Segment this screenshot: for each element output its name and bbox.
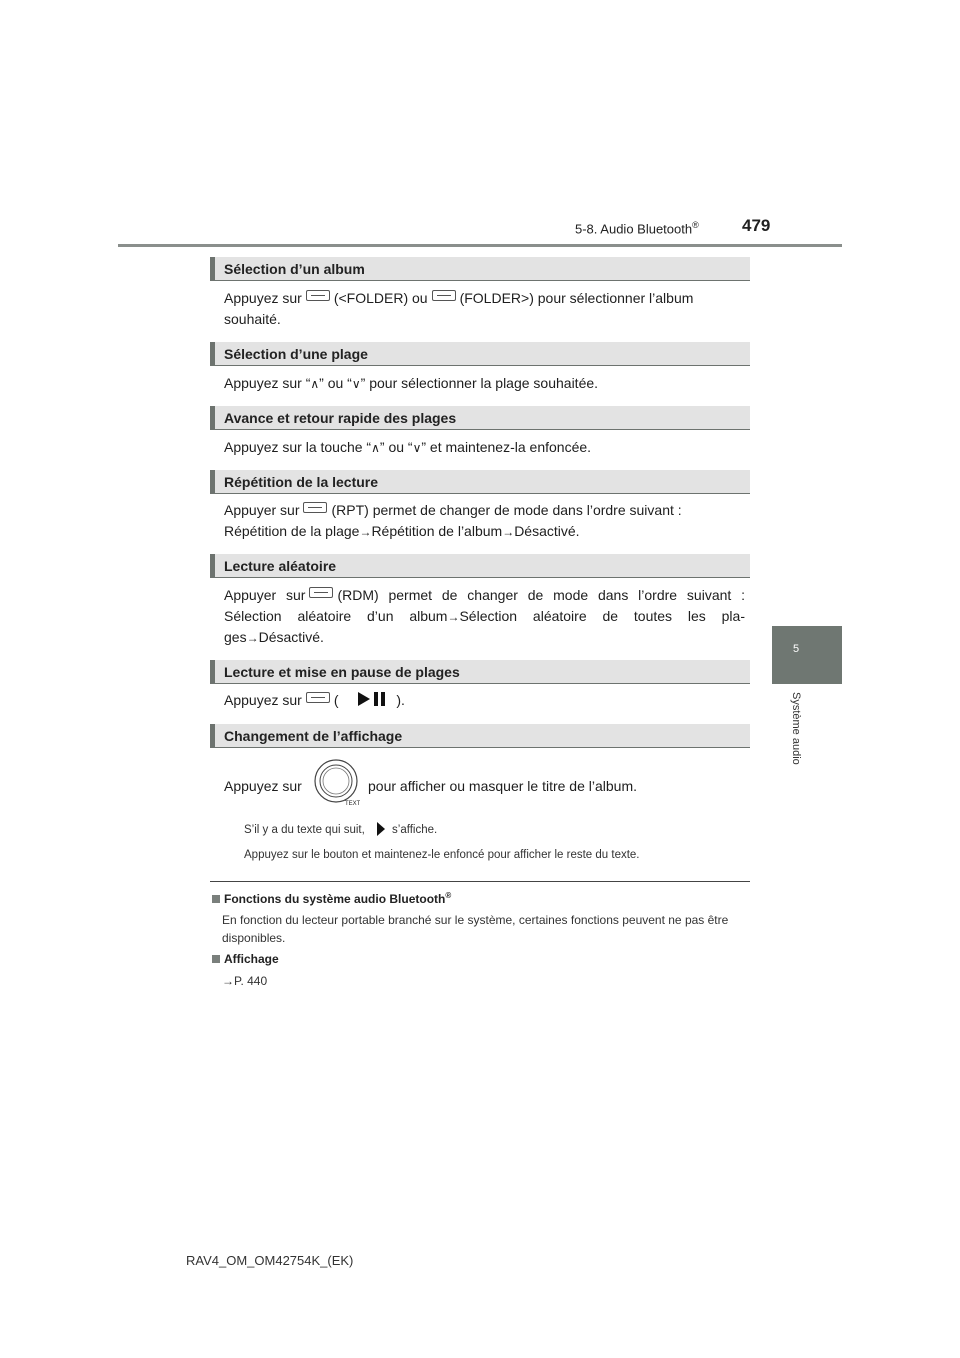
up-arrow-icon: ∧: [371, 441, 380, 455]
arrow-right-icon: →: [502, 525, 515, 539]
random-instruction-line3: ges→Désactivé.: [224, 629, 324, 645]
note-functions-text: En fonction du lecteur portable branché sur le système, certaines fonctions peuvent ne pas être disponibles.: [222, 913, 729, 945]
knob-label: TEXT: [345, 801, 360, 807]
heading-track-selection: Sélection d’une plage: [210, 342, 750, 366]
arrow-indicator-icon: [374, 821, 388, 837]
text-knob-icon: [312, 757, 360, 807]
button-icon: [306, 692, 330, 703]
repeat-instruction: Appuyer sur (RPT) permet de changer de mode dans l’ordre suivant : Répétition de la plage→Répétition de l’album→Désactivé.: [224, 502, 682, 539]
down-arrow-icon: ∨: [351, 377, 361, 391]
button-icon: [303, 502, 327, 513]
registered-mark: ®: [692, 220, 699, 230]
random-instruction-line1: Appuyer sur (RDM) permet de changer de mode dans l’ordre suivant :: [224, 587, 745, 603]
section-title: 5-8. Audio Bluetooth®: [575, 220, 699, 237]
up-arrow-icon: ∧: [310, 377, 320, 391]
heading-album-selection: Sélection d’un album: [210, 257, 750, 281]
button-icon: [432, 290, 456, 301]
display-instruction-start: Appuyez sur: [224, 778, 302, 794]
down-arrow-icon: ∨: [412, 441, 422, 455]
button-icon: [309, 587, 333, 598]
album-instruction: Appuyez sur (<FOLDER) ou (FOLDER>) pour sélectionner l’album souhaité.: [224, 290, 694, 327]
arrow-right-icon: →: [447, 610, 460, 624]
display-note-2: Appuyez sur le bouton et maintenez-le enfoncé pour afficher le reste du texte.: [244, 849, 640, 861]
square-bullet-icon: [212, 895, 220, 903]
display-note-1: S’il y a du texte qui suit, s’affiche.: [244, 821, 437, 837]
button-icon: [306, 290, 330, 301]
random-instruction-line2: Sélection aléatoire d’un album→Sélection aléatoire de toutes les pla-: [224, 608, 745, 624]
play-pause-icon: [356, 690, 390, 708]
arrow-right-icon: →: [359, 525, 372, 539]
header-rule: [118, 244, 842, 247]
page-number: 479: [742, 216, 771, 235]
display-instruction-end: pour afficher ou masquer le titre de l’album.: [368, 778, 637, 794]
chapter-label: Système audio: [790, 692, 802, 765]
document-code: RAV4_OM_OM42754K_(EK): [186, 1253, 354, 1268]
heading-display-change: Changement de l’affichage: [210, 724, 750, 748]
square-bullet-icon: [212, 955, 220, 963]
heading-fast-forward-rewind: Avance et retour rapide des plages: [210, 406, 750, 430]
playpause-instruction: Appuyez sur ( ).: [224, 692, 405, 708]
chapter-tab: [772, 626, 842, 684]
heading-repeat: Répétition de la lecture: [210, 470, 750, 494]
track-instruction: Appuyez sur “∧” ou “∨” pour sélectionner la plage souhaitée.: [224, 375, 599, 391]
arrow-right-icon: →: [246, 631, 259, 645]
ffrew-instruction: Appuyez sur la touche “∧” ou “∨” et maintenez-la enfoncée.: [224, 439, 592, 455]
note-display-ref[interactable]: →P. 440: [222, 974, 268, 988]
heading-random: Lecture aléatoire: [210, 554, 750, 578]
note-display-title: Affichage: [212, 952, 279, 966]
arrow-right-icon: →: [222, 974, 234, 988]
heading-play-pause: Lecture et mise en pause de plages: [210, 660, 750, 684]
notes-separator: [210, 881, 750, 882]
chapter-number: 5: [792, 643, 800, 655]
note-functions-title: Fonctions du système audio Bluetooth®: [212, 891, 451, 906]
